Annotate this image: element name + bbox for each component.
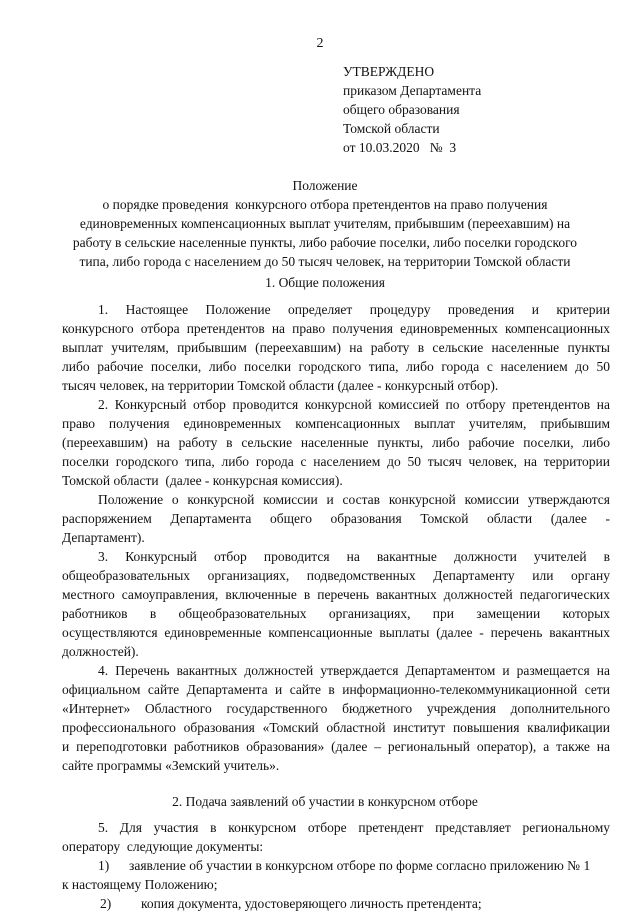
approval-line: УТВЕРЖДЕНО (343, 64, 435, 79)
paragraph-5 (62, 661, 610, 775)
section-heading (60, 792, 590, 811)
list-item-number: 2) (100, 896, 112, 911)
approval-line: приказом Департамента (343, 83, 482, 98)
title-line: работу в сельские населенные пункты, либо рабочие поселки, либо поселки городского (72, 235, 578, 250)
text-line: должностей). (62, 644, 139, 659)
approval-line: Томской области (343, 121, 440, 136)
paragraph-3 (62, 490, 610, 547)
text-line: местного самоуправления, включенные в перечень вакантных должностей педагогических (62, 587, 610, 602)
text-line: работников в общеобразовательных организациях, при замещении которых (62, 606, 610, 621)
list-item (129, 856, 610, 875)
text-line: осуществляются единовременные компенсационные выплаты (далее - перечень вакантных (62, 625, 610, 640)
text-line: 4. Перечень вакантных должностей утверждается Департаментом и размещается на (98, 663, 610, 678)
text-line: поселки городского типа, либо города с населением до 50 тысяч человек, на территории (62, 454, 610, 469)
text-line: конкурсного отбора претендентов на право получения единовременных компенсационных (62, 321, 610, 336)
list-item-continuation (62, 875, 610, 894)
paragraph (62, 547, 610, 661)
paragraph (62, 395, 610, 490)
title-heading: Положение (292, 178, 358, 193)
title-line: о порядке проведения конкурсного отбора претендентов на право получения (102, 197, 548, 212)
paragraph (62, 490, 610, 547)
text-line: (переехавшим) на работу в сельские населенные пункты, либо рабочие поселки, либо (62, 435, 610, 450)
paragraph (62, 661, 610, 775)
text-line: 1. Настоящее Положение определяет процедуру проведения и критерии (98, 302, 610, 317)
text-line: к настоящему Положению; (62, 877, 218, 892)
paragraph-1 (62, 300, 610, 395)
text-line: оператору следующие документы: (62, 839, 264, 854)
text-line: Департамент). (62, 530, 145, 545)
text-line: профессионального образования «Томский областной институт повышения квалификации (62, 720, 610, 735)
text-line: Томской области (далее - конкурсная комиссия). (62, 473, 343, 488)
text-line: общеобразовательных организациях, подведомственных Департаменту или органу (62, 568, 610, 583)
paragraph-4 (62, 547, 610, 661)
approval-line: общего образования (343, 102, 460, 117)
paragraph (62, 818, 610, 856)
text-line: Положение о конкурсной комиссии и состав конкурсной комиссии утверждаются (98, 492, 610, 507)
list-item: копия документа, удостоверяющего личность претендента; (141, 896, 482, 911)
approval-line: от 10.03.2020 № 3 (343, 140, 457, 155)
section-heading-text: 1. Общие положения (265, 275, 385, 290)
text-line: 5. Для участия в конкурсном отборе претендент представляет региональному (98, 820, 610, 835)
page-number: 2 (316, 36, 324, 51)
text-line: выплат учителям, прибывшим (переехавшим) на работу в сельские населенные пункты (62, 340, 610, 355)
list-item-number: 1) (98, 858, 110, 873)
document-title (60, 176, 590, 271)
text-line: тысяч человек, на территории Томской области (далее - конкурсный отбор). (62, 378, 499, 393)
text-line: распоряжением Департамента общего образования Томской области (далее - (62, 511, 610, 526)
section-heading-text: 2. Подача заявлений об участии в конкурсном отборе (172, 794, 478, 809)
text-line: либо рабочие поселки, либо поселки городского типа, либо города с населением до 50 (62, 359, 610, 374)
text-line: «Интернет» Областного государственного бюджетного учреждения дополнительного (62, 701, 610, 716)
text-line: и переподготовки работников образования» (далее – региональный оператор), а также на (62, 739, 610, 754)
text-line: 3. Конкурсный отбор проводится на вакантные должности учителей в (98, 549, 610, 564)
text-line: 2. Конкурсный отбор проводится конкурсной комиссией по отбору претендентов на (98, 397, 610, 412)
paragraph (62, 300, 610, 395)
text-line: право получения единовременных компенсационных выплат учителям, прибывшим (62, 416, 610, 431)
approval-block (343, 62, 481, 157)
title-line: единовременных компенсационных выплат учителям, прибывшим (переехавшим) на (79, 216, 571, 231)
paragraph-6 (62, 818, 610, 856)
section-heading (60, 273, 590, 292)
title-line: типа, либо города с населением до 50 тысяч человек, на территории Томской области (79, 254, 571, 269)
text-line: официальном сайте Департамента и сайте в информационно-телекоммуникационной сети (62, 682, 610, 697)
paragraph-2 (62, 395, 610, 490)
text-line: заявление об участии в конкурсном отборе по форме согласно приложению № 1 (129, 858, 591, 873)
text-line: сайте программы «Земский учитель». (62, 758, 280, 773)
